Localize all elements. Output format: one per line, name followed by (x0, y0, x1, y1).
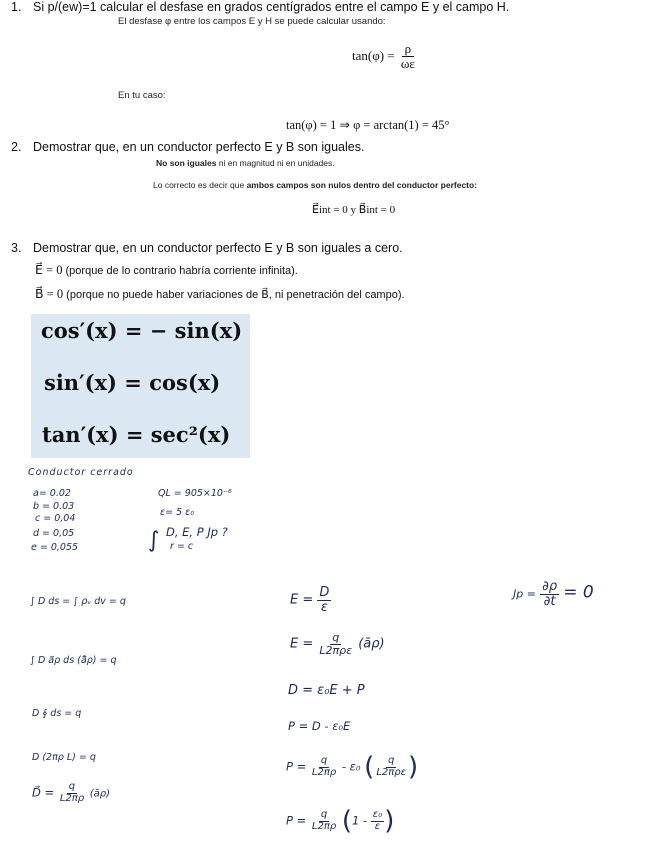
note-p-final-fraction (310, 810, 338, 832)
note-p-expanded-fraction (310, 756, 338, 778)
note-p-final-inner: 1 - (352, 813, 368, 828)
note-p-expanded-mid: - ε₀ (341, 759, 361, 774)
q3-line2 (35, 286, 405, 302)
note-ql: QL = 905×10⁻⁶ (158, 488, 232, 499)
note-e-def-lhs: E = (290, 592, 314, 608)
note-d-vector-den: L2πρ (59, 792, 85, 804)
q2-note1-rest: ni en magnitud ni en unidades. (216, 158, 335, 168)
q2-number: 2. (11, 140, 22, 154)
note-d-vector-num: q (68, 781, 76, 792)
note-b: b = 0.03 (33, 501, 75, 512)
note-integral2: ∫ D a⃗ρ ds (ā⃗ρ) = q (30, 655, 117, 666)
q3-line1 (35, 262, 298, 278)
note-e-def-den: ε (320, 599, 328, 615)
note-p-final-inner-num: ε₀ (372, 809, 383, 820)
q1-formula (352, 42, 418, 72)
note-d-vector-lhs: D⃗ = (32, 785, 55, 800)
q1-case-label: En tu caso: (118, 90, 166, 101)
note-c: c = 0,04 (35, 513, 76, 524)
q1-formula-denominator: ωε (400, 56, 415, 72)
q2-note1 (156, 158, 335, 168)
identity-tan: tan′(x) = sec²(x) (42, 422, 231, 447)
note-p-relation: P = D - ε₀E (288, 719, 351, 733)
q1-number: 1. (11, 0, 22, 14)
note-p-expanded-inner-fraction (374, 756, 408, 778)
note-e: e = 0,055 (31, 542, 79, 553)
note-e-def (290, 586, 331, 614)
q2-result: E⃗int = 0 y B⃗int = 0 (312, 204, 396, 216)
note-e-value-num: q (332, 631, 340, 644)
q3-text: Demostrar que, en un conductor perfecto E y B son iguales a cero. (33, 241, 403, 255)
note-p-expanded (286, 752, 418, 782)
q1-result: tan(φ) = 1 ⇒ φ = arctan(1) = 45° (286, 118, 450, 132)
note-r-cond: r = c (170, 541, 194, 552)
note-jp-num: ∂ρ (542, 579, 558, 594)
note-e-value (290, 632, 385, 656)
q3-line1-text: (porque de lo contrario habría corriente infinita). (62, 265, 298, 277)
note-p-expanded-paren-open: ( (364, 752, 375, 782)
q2-note2 (153, 180, 477, 190)
q1-note: El desfase φ entre los campos E y H se puede calcular usando: (118, 16, 386, 27)
note-d-vector (32, 782, 110, 804)
note-p-final-inner-den: ε (374, 820, 381, 832)
q2-note1-bold: No son iguales (156, 158, 217, 168)
note-e-def-fraction (317, 586, 331, 614)
q1-formula-numerator: ρ (402, 42, 415, 57)
note-eps: ε= 5 ε₀ (160, 507, 195, 518)
note-p-expanded-paren-close: ) (408, 752, 419, 782)
note-jp-rhs: = 0 (563, 582, 594, 603)
note-p-final-den: L2πρ (311, 820, 337, 832)
note-jp-den: ∂t (543, 593, 556, 609)
q3-line1-math: E⃗ = 0 (35, 263, 63, 277)
q2-note2-bold: ambos campos son nulos dentro del conductor perfecto: (246, 180, 478, 190)
note-integral3: D ∮ ds = q (32, 708, 82, 719)
q2-note2-pre: Lo correcto es decir que (153, 180, 247, 190)
note-p-final (286, 806, 394, 836)
note-d-vector-fraction (58, 782, 86, 804)
q2-text: Demostrar que, en un conductor perfecto E y B son iguales. (33, 140, 365, 154)
note-e-value-dir: (āρ) (358, 636, 385, 652)
q3-number: 3. (11, 241, 22, 255)
note-p-final-paren-open: ( (341, 806, 353, 836)
note-circulation: D (2πρ L) = q (32, 752, 96, 763)
note-p-final-paren-close: ) (384, 806, 395, 836)
note-a: a= 0.02 (33, 488, 71, 499)
note-p-final-lhs: P = (286, 813, 307, 828)
note-integral1: ∫ D ds = ∫ ρᵥ dv = q (30, 596, 126, 607)
q1-text: Si p/(ew)=1 calcular el desfase en grados centígrados entre el campo E y el campo H. (33, 0, 510, 14)
identity-cos: cos′(x) = − sin(x) (41, 318, 243, 343)
note-e-def-num: D (319, 585, 330, 600)
note-p-final-inner-fraction (371, 810, 384, 832)
note-d-relation: D = ε₀E + P (288, 683, 365, 698)
note-p-expanded-inner-num: q (387, 755, 395, 766)
note-e-value-den: L2πρε (319, 643, 353, 657)
note-e-value-lhs: E = (290, 636, 314, 652)
note-e-value-fraction (317, 632, 354, 656)
note-cylinder-sketch: ∫ (148, 528, 160, 553)
q3-line2-text: (porque no puede haber variaciones de B⃗, ni penetración del campo). (63, 289, 405, 301)
note-jp-lhs: Jp = (513, 587, 536, 601)
q3-line2-math: B⃗ = 0 (35, 287, 64, 301)
q1-formula-fraction (398, 42, 418, 72)
q1-formula-lhs: tan(φ) = (352, 47, 395, 63)
identity-sin: sin′(x) = cos(x) (44, 370, 221, 395)
note-p-expanded-den: L2πρ (311, 766, 337, 778)
note-p-final-num: q (320, 809, 328, 820)
notes-title: Conductor cerrado (28, 467, 134, 478)
note-jp (513, 580, 594, 608)
note-p-expanded-lhs: P = (286, 759, 307, 774)
note-find-list: D, E, P Jp ? (166, 525, 228, 539)
note-p-expanded-inner-den: L2πρε (376, 766, 407, 778)
note-d-vector-dir: (āρ) (89, 788, 111, 800)
note-d: d = 0,05 (33, 528, 75, 539)
note-p-expanded-num: q (320, 755, 328, 766)
note-jp-fraction (540, 580, 559, 608)
